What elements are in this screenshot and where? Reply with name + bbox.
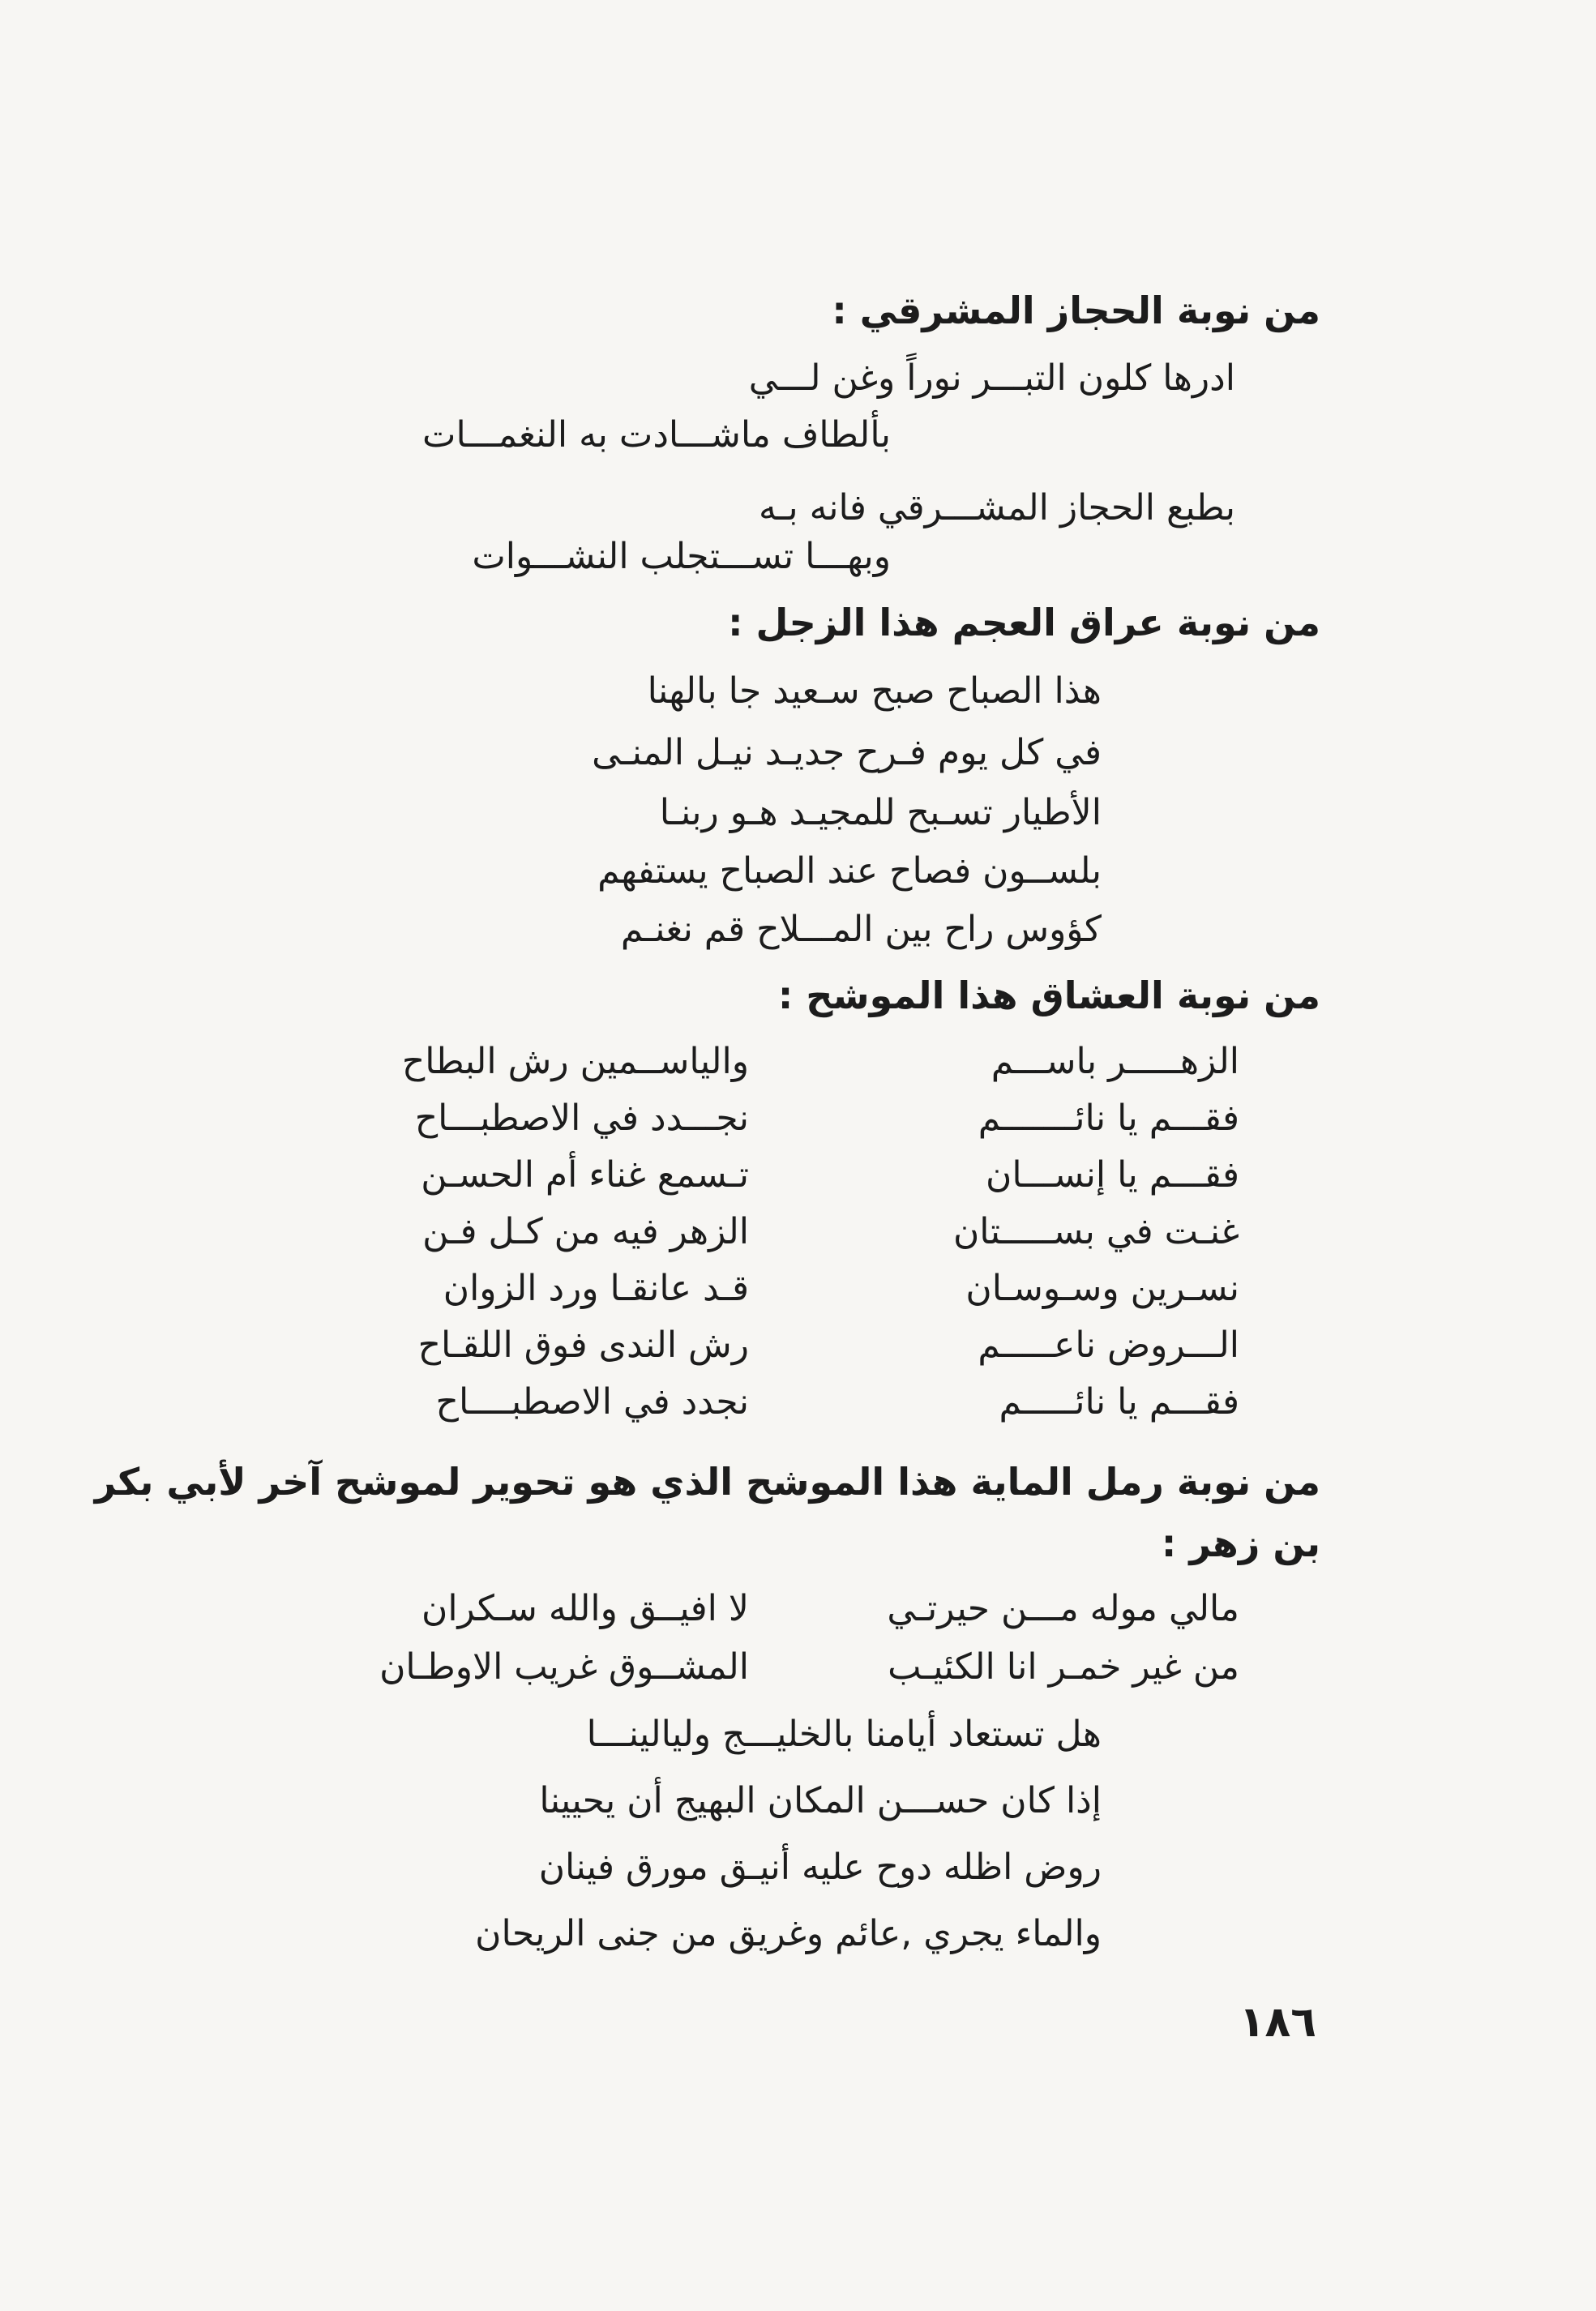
- section-heading-iraq-ajam: من نوبة عراق العجم هذا الزجل :: [728, 601, 1320, 644]
- verse-line: هذا الصباح صبح سـعيد جا بالهنا: [647, 670, 1102, 712]
- verse-hemistich-left: لا افيــق والله سـكران: [421, 1588, 749, 1629]
- verse-line: روض اظله دوح عليه أنيـق مورق فينان: [538, 1847, 1102, 1888]
- verse-hemistich-left: المشــوق غريب الاوطـان: [379, 1646, 749, 1688]
- verse-hemistich-right: الزهـــــر باســـم: [991, 1041, 1239, 1082]
- verse-line: إذا كان حســـن المكان البهيج أن يحيينا: [539, 1780, 1102, 1821]
- verse-hemistich-right: فقـــم يا نائـــــم: [999, 1381, 1239, 1423]
- section-heading-raml-maya: من نوبة رمل الماية هذا الموشح الذي هو تحوير لموشح آخر لأبي بكر: [94, 1460, 1320, 1504]
- verse-hemistich-left: قـد عانقـا ورد الزوان: [443, 1268, 749, 1309]
- section-heading-ushshaq: من نوبة العشاق هذا الموشح :: [777, 974, 1320, 1017]
- verse-line: والماء يجري ,عائم وغريق من جنى الريحان: [475, 1913, 1102, 1954]
- verse-hemistich-left: رش الندى فوق اللقـاح: [417, 1325, 749, 1366]
- page-number: ١٨٦: [1239, 1998, 1316, 2047]
- verse-line: بطبع الحجاز المشـــرقي فانه بـه: [758, 487, 1235, 529]
- verse-line: بألطاف ماشـــادت به النغمـــات: [422, 414, 891, 456]
- verse-line: هل تستعاد أيامنا بالخليـــج وليالينـــا: [586, 1714, 1102, 1755]
- verse-hemistich-right: الـــروض ناعـــــم: [978, 1325, 1239, 1366]
- verse-hemistich-left: نجـــدد في الاصطبـــاح: [414, 1098, 749, 1139]
- verse-hemistich-right: نسـرين وسـوسـان: [965, 1268, 1239, 1309]
- verse-line: بلســون فصاح عند الصباح يستفهم: [597, 850, 1102, 892]
- verse-hemistich-left: تـسمع غناء أم الحسـن: [421, 1154, 749, 1196]
- verse-hemistich-right: مالي موله مـــن حيرتـي: [887, 1588, 1239, 1629]
- section-heading-hijaz: من نوبة الحجاز المشرقي :: [832, 289, 1320, 332]
- verse-hemistich-right: فقـــم يا نائـــــــم: [978, 1098, 1239, 1139]
- verse-hemistich-right: فقـــم يا إنســـان: [986, 1154, 1239, 1196]
- verse-hemistich-left: والياســمين رش البطاح: [401, 1041, 749, 1082]
- verse-hemistich-left: نجدد في الاصطبــــاح: [435, 1381, 749, 1423]
- verse-line: ادرها كلون التبـــر نوراً وغن لـــي: [748, 357, 1235, 399]
- verse-line: في كل يوم فـرح جديـد نيـل المنـى: [592, 732, 1102, 773]
- verse-line: وبهـــا تســـتجلب النشـــوات: [472, 536, 891, 577]
- verse-line: كؤوس راح بين المـــلاح قم نغنـم: [620, 909, 1102, 950]
- verse-hemistich-left: الزهر فيه من كـل فـن: [422, 1211, 749, 1252]
- section-heading-raml-maya-cont: بن زهر :: [1161, 1521, 1320, 1565]
- verse-line: الأطيار تسـبح للمجيـد هـو ربنـا: [659, 792, 1102, 833]
- verse-hemistich-right: من غير خمـر انا الكئيـب: [888, 1646, 1239, 1688]
- verse-hemistich-right: غنـت في بســـــتان: [952, 1211, 1239, 1252]
